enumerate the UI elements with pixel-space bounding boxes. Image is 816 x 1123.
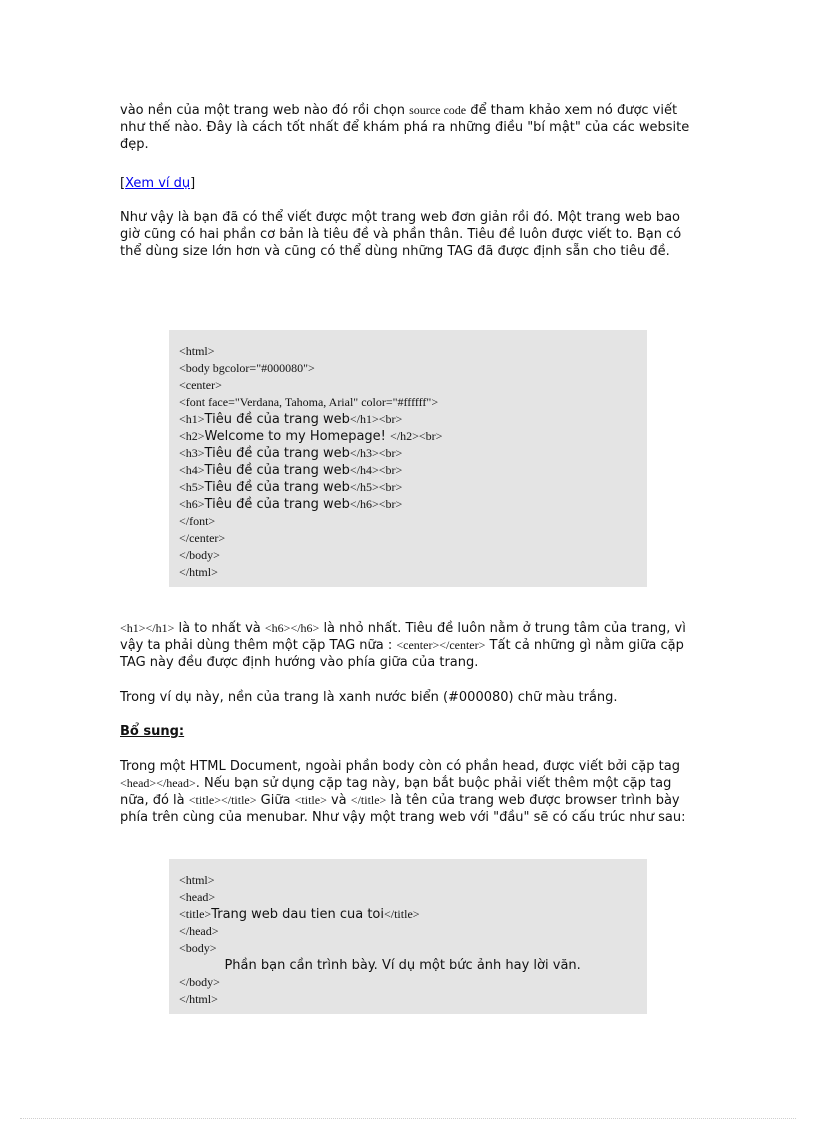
code-line xyxy=(179,923,637,940)
p5-text-3: Giữa xyxy=(256,793,295,808)
code-text: Phần bạn cần trình bày. Ví dụ một bức ảnh hay lời văn. xyxy=(224,958,581,973)
p3-text-3: Tất cả những gì nằm giữa cặp TAG này đều được định hướng vào phía giữa của trang. xyxy=(120,638,684,670)
bracket-close: ] xyxy=(190,176,196,191)
code-tag: <head> xyxy=(179,890,216,904)
code-tag: <font face="Verdana, Tahoma, Arial" color="#ffffff"> xyxy=(179,395,439,409)
tag-title: <title></title> xyxy=(188,793,257,807)
code-tag: </title> xyxy=(384,907,420,921)
code-tag: </body> xyxy=(179,548,220,562)
code-tag: </font> xyxy=(179,514,216,528)
code-text: Trang web dau tien cua toi xyxy=(211,907,384,922)
p3-text-1: là to nhất và xyxy=(174,621,265,636)
tag-h6: <h6></h6> xyxy=(264,621,320,635)
code-tag: <h1> xyxy=(179,412,205,426)
code-line xyxy=(179,360,637,377)
code-line xyxy=(179,377,637,394)
code-line xyxy=(179,940,637,957)
code-line xyxy=(179,411,637,428)
tag-title-open: <title> xyxy=(294,793,327,807)
code-tag: <body> xyxy=(179,941,217,955)
supplement-heading: Bổ sung: xyxy=(120,724,185,739)
code-example-2 xyxy=(169,859,647,1014)
code-text: Tiêu đề của trang web xyxy=(204,497,350,512)
code-tag: <h2> xyxy=(179,429,205,443)
tag-h1: <h1></h1> xyxy=(120,621,175,635)
code-tag: <h3> xyxy=(179,446,205,460)
code-tag: </html> xyxy=(179,992,218,1006)
paragraph-head-section xyxy=(120,758,700,826)
code-line xyxy=(179,547,637,564)
code-tag: </head> xyxy=(179,924,219,938)
code-tag: </html> xyxy=(179,565,218,579)
example-link[interactable]: Xem ví dụ xyxy=(125,176,191,191)
paragraph-background-note: Trong ví dụ này, nền của trang là xanh nước biển (#000080) chữ màu trắng. xyxy=(120,690,618,705)
code-tag: <html> xyxy=(179,873,215,887)
paragraph-heading-sizes xyxy=(120,620,700,671)
intro-text-1: vào nền của một trang web nào đó rồi chọn xyxy=(120,103,410,118)
code-line xyxy=(179,564,637,581)
code-line xyxy=(179,513,637,530)
page-bottom-divider xyxy=(20,1118,796,1119)
code-line xyxy=(179,343,637,360)
code-tag: </h6><br> xyxy=(349,497,403,511)
paragraph-headings-intro: Như vậy là bạn đã có thể viết được một trang web đơn giản rồi đó. Một trang web bao giờ cũng có hai phần cơ bản là tiêu đề và phần thân. Tiêu đề luôn được viết to. Bạn có thể dùng size lớn hơn và cũng có thể dùng những TAG đã được định sẵn cho tiêu đề. xyxy=(120,210,682,259)
p5-text-4: và xyxy=(326,793,351,808)
p5-text-2: . Nếu bạn sử dụng cặp tag này, bạn bắt buộc phải viết thêm một cặp tag nữa, đó là xyxy=(120,776,672,808)
tag-center: <center></center> xyxy=(396,638,486,652)
code-line xyxy=(179,394,637,411)
source-code-term: source code xyxy=(409,103,467,117)
code-tag: <title> xyxy=(179,907,212,921)
code-tag: <body bgcolor="#000080"> xyxy=(179,361,315,375)
code-line xyxy=(179,974,637,991)
code-line xyxy=(179,462,637,479)
code-tag: </h4><br> xyxy=(349,463,403,477)
code-line xyxy=(179,872,637,889)
code-tag: <html> xyxy=(179,344,215,358)
code-tag: </h1><br> xyxy=(349,412,403,426)
code-tag: </h2><br> xyxy=(390,429,443,443)
code-line xyxy=(179,496,637,513)
code-tag: </body> xyxy=(179,975,220,989)
code-tag: <h5> xyxy=(179,480,205,494)
p5-text-5: là tên của trang web được browser trình bày phía trên cùng của menubar. Như vậy một trang web với "đầu" sẽ có cấu trúc như sau: xyxy=(120,793,686,825)
intro-paragraph xyxy=(120,102,700,153)
code-tag: <center> xyxy=(179,378,222,392)
code-line xyxy=(179,906,637,923)
code-tag: </h3><br> xyxy=(349,446,403,460)
code-text: Tiêu đề của trang web xyxy=(204,412,350,427)
code-text: Tiêu đề của trang web xyxy=(204,463,350,478)
p3-text-2: là nhỏ nhất. Tiêu đề luôn nằm ở trung tâm của trang, vì vậy ta phải dùng thêm một cặp TAG nữa : xyxy=(120,621,686,653)
code-indent xyxy=(179,958,224,973)
code-line xyxy=(179,530,637,547)
code-tag: </center> xyxy=(179,531,226,545)
intro-text-2: để tham khảo xem nó được viết như thế nào. Đây là cách tốt nhất để khám phá ra những điều "bí mật" của các website đẹp. xyxy=(120,103,690,152)
example-link-line xyxy=(120,175,700,192)
code-line xyxy=(179,445,637,462)
code-tag: <h4> xyxy=(179,463,205,477)
code-line xyxy=(179,889,637,906)
code-tag: <h6> xyxy=(179,497,205,511)
code-example-1 xyxy=(169,330,647,587)
p5-text-1: Trong một HTML Document, ngoài phần body còn có phần head, được viết bởi cặp tag xyxy=(120,759,680,774)
bracket-open: [ xyxy=(120,176,126,191)
tag-title-close: </title> xyxy=(350,793,387,807)
code-tag: </h5><br> xyxy=(349,480,403,494)
code-text: Tiêu đề của trang web xyxy=(204,480,350,495)
tag-head: <head></head> xyxy=(120,776,196,790)
code-line xyxy=(179,991,637,1008)
code-text: Welcome to my Homepage! xyxy=(204,429,391,444)
code-line xyxy=(179,479,637,496)
code-line xyxy=(179,957,637,974)
code-line xyxy=(179,428,637,445)
code-text: Tiêu đề của trang web xyxy=(204,446,350,461)
